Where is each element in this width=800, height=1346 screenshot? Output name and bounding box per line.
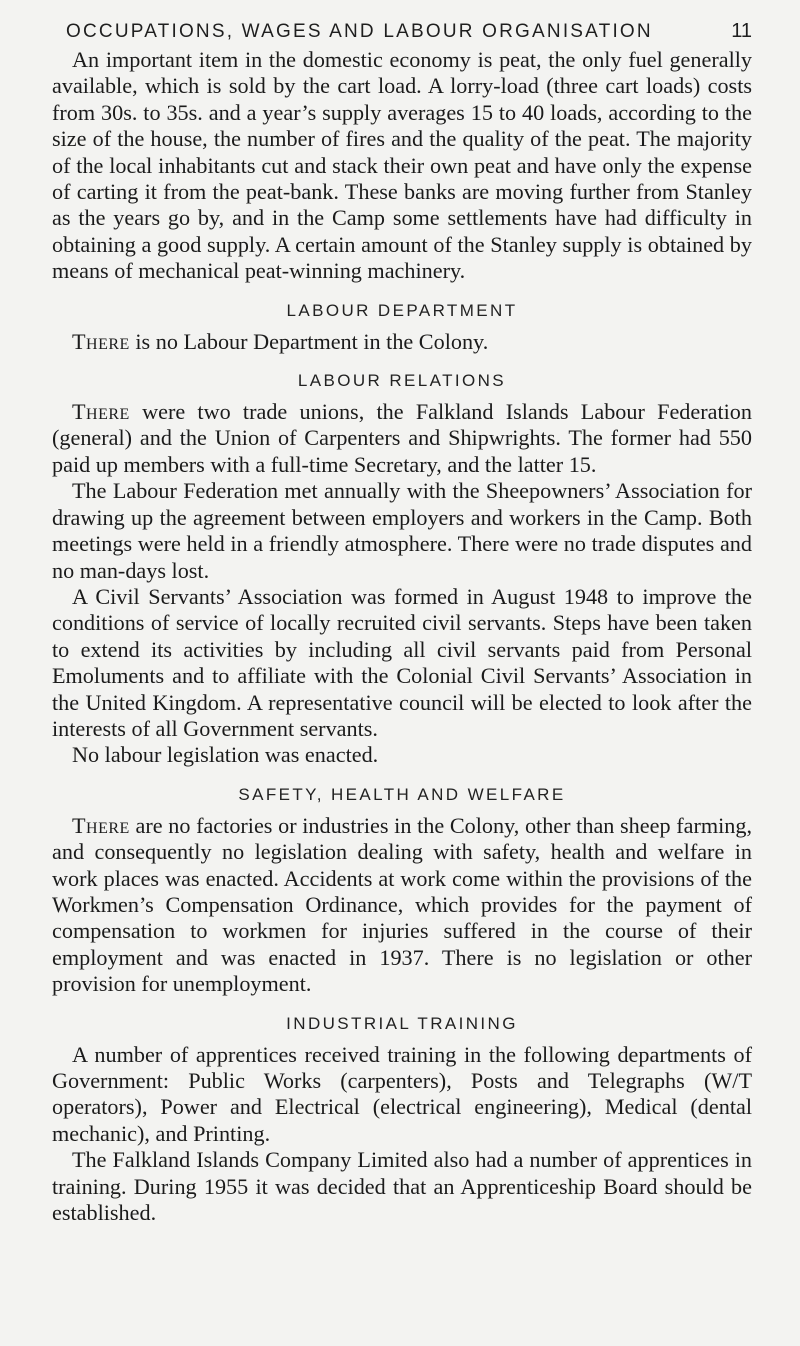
labour-relations-paragraph-3: A Civil Servants’ Association was formed in August 1948 to improve the conditions of service of locally recruited civil servants. Steps have been taken to extend its activities by including all civil servants paid from Personal Emoluments and to affiliate with the Colonial Civil Servants’ Association in the United Kingdom. A representative council will be elected to look after the interests of all Government servants. [52,583,752,741]
labour-relations-paragraph-1 [52,399,752,478]
section-heading-safety-health-welfare: SAFETY, HEALTH AND WELFARE [238,784,566,804]
labour-relations-paragraph-4: No labour legislation was enacted. [72,742,379,768]
labour-department-paragraph [52,329,752,355]
running-title: OCCUPATIONS, WAGES AND LABOUR ORGANISATION [66,21,653,42]
intro-paragraph: An important item in the domestic economy is peat, the only fuel generally available, which is sold by the cart load. A lorry-load (three cart loads) costs from 30s. to 35s. and a year’s supply averages 15 to 40 loads, according to the size of the house, the number of fires and the quality of the peat. The majority of the local inhabitants cut and stack their own peat and have only the expense of carting it from the peat-bank. These banks are moving further from Stanley as the years go by, and in the Camp some settlements have had difficulty in obtaining a good supply. A certain amount of the Stanley supply is obtained by means of mechanical peat-winning machinery. [52,47,752,284]
document-page [52,20,752,1226]
section-heading-labour-department: LABOUR DEPARTMENT [286,300,518,320]
lead-word: There [72,328,130,354]
safety-paragraph [52,813,752,998]
lead-word: There [72,399,130,425]
training-paragraph-1: A number of apprentices received training in the following departments of Government: Public Works (carpenters), Posts and Telegraphs (W/T operators), Power and Electrical (electrical engineering), Medical (dental mechanic), and Printing. [52,1041,752,1146]
paragraph-text: is no Labour Department in the Colony. [129,328,489,354]
section-heading-industrial-training: INDUSTRIAL TRAINING [286,1013,518,1033]
running-header [66,20,752,43]
lead-word: There [72,812,130,838]
paragraph-text: were two trade unions, the Falkland Islands Labour Federation (general) and the Union of Carpenters and Shipwrights. The former had 550 paid up members with a full-time Secretary, and the latter 15. [52,399,752,477]
section-heading-labour-relations: LABOUR RELATIONS [297,371,507,391]
labour-relations-paragraph-2: The Labour Federation met annually with the Sheepowners’ Association for drawing up the agreement between employers and workers in the Camp. Both meetings were held in a friendly atmosphere. There were no trade disputes and no man-days lost. [52,478,752,583]
page-number: 11 [731,20,752,42]
paragraph-text: are no factories or industries in the Colony, other than sheep farming, and consequently no legislation dealing with safety, health and welfare in work places was enacted. Accidents at work come within the provisions of the Workmen’s Compensation Ordinance, which provides for the payment of compensation to workmen for injuries suffered in the course of their employment and was enacted in 1937. There is no legislation or other provision for unemployment. [52,812,752,997]
training-paragraph-2: The Falkland Islands Company Limited also had a number of apprentices in training. During 1955 it was decided that an Apprenticeship Board should be established. [52,1147,752,1226]
